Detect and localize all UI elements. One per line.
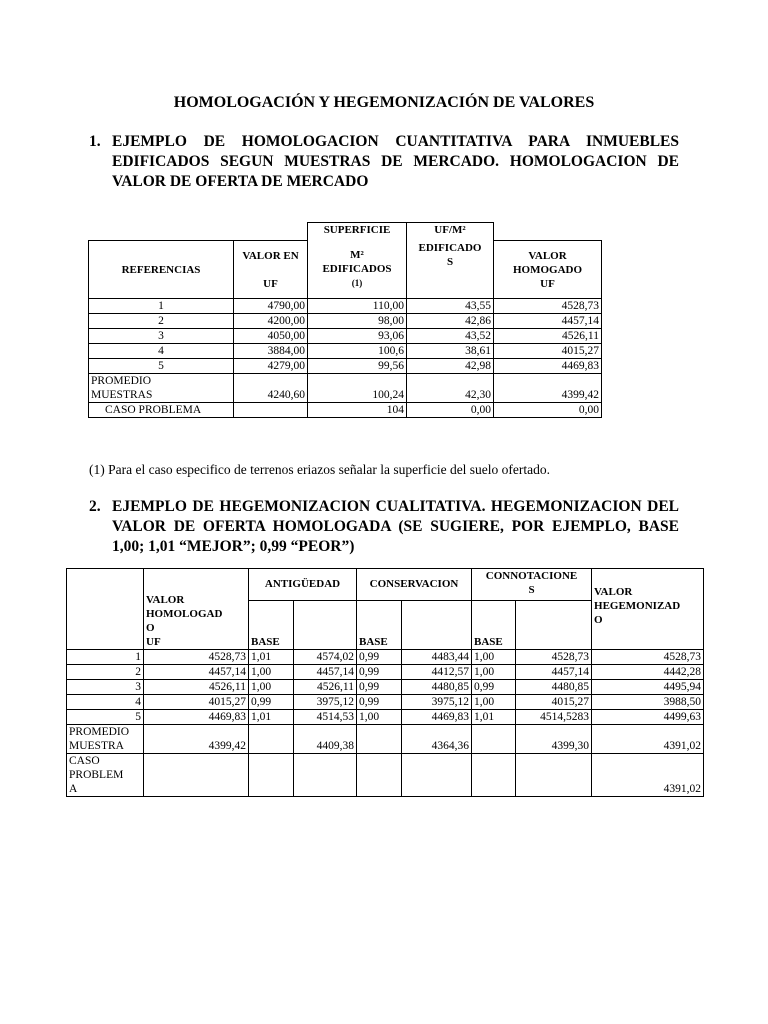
- section-1-heading: [89, 132, 679, 192]
- section-1-text: EJEMPLO DE HOMOLOGACION CUANTITATIVA PARA INMUEBLES EDIFICADOS SEGUN MUESTRAS DE MERCADO. HOMOLOGACION DE VALOR DE OFERTA DE MERCADO: [112, 133, 679, 190]
- table-row: 2 4200,00 98,00 42,86 4457,14: [89, 314, 602, 329]
- table-row: 5 4469,83 1,01 4514,53 1,00 4469,83 1,01 4514,5283 4499,63: [67, 710, 704, 725]
- header-superficie: SUPERFICIE: [308, 223, 407, 241]
- header-valor-hegemonizado: VALOR HEGEMONIZAD O: [592, 569, 704, 650]
- caso-problema-row: CASO PROBLEMA 104 0,00 0,00: [89, 403, 602, 418]
- footnote: (1) Para el caso especifico de terrenos eriazos señalar la superficie del suelo ofertado.: [89, 462, 551, 477]
- table-row: 5 4279,00 99,56 42,98 4469,83: [89, 359, 602, 374]
- promedio-row: PROMEDIO MUESTRA 4399,42 4409,38 4364,36 4399,30 4391,02: [67, 725, 704, 754]
- section-1-number: 1.: [89, 133, 101, 150]
- section-2-number: 2.: [89, 498, 101, 515]
- table-row: 1 4528,73 1,01 4574,02 0,99 4483,44 1,00 4528,73 4528,73: [67, 650, 704, 665]
- header-uf-m2: UF/M²: [407, 223, 494, 241]
- hegemonization-table: [66, 568, 704, 797]
- homologation-table: [88, 222, 602, 418]
- header-valor-en: VALOR EN UF: [234, 241, 308, 299]
- header-valor-homologado: VALOR HOMOLOGAD O UF: [144, 569, 249, 650]
- page-title: HOMOLOGACIÓN Y HEGEMONIZACIÓN DE VALORES: [173, 94, 595, 111]
- table-row: 1 4790,00 110,00 43,55 4528,73: [89, 299, 602, 314]
- caso-problema-row: CASO PROBLEM A 4391,02: [67, 754, 704, 797]
- header-referencias: REFERENCIAS: [89, 241, 234, 299]
- table-row: 3 4526,11 1,00 4526,11 0,99 4480,85 0,99 4480,85 4495,94: [67, 680, 704, 695]
- table-row: 4 4015,27 0,99 3975,12 0,99 3975,12 1,00 4015,27 3988,50: [67, 695, 704, 710]
- header-uf-m2-sub: EDIFICADO S: [407, 241, 494, 299]
- header-conservacion: CONSERVACION BASE: [357, 569, 472, 650]
- promedio-row: PROMEDIO MUESTRAS 4240,60 100,24 42,30 4399,42: [89, 374, 602, 403]
- table-row: 4 3884,00 100,6 38,61 4015,27: [89, 344, 602, 359]
- table-row: 2 4457,14 1,00 4457,14 0,99 4412,57 1,00 4457,14 4442,28: [67, 665, 704, 680]
- header-antiguedad: ANTIGÜEDAD BASE: [249, 569, 357, 650]
- table-row: 3 4050,00 93,06 43,52 4526,11: [89, 329, 602, 344]
- header-valor-homogado: VALOR HOMOGADO UF: [494, 241, 602, 299]
- section-2-text: EJEMPLO DE HEGEMONIZACION CUALITATIVA. HEGEMONIZACION DEL VALOR DE OFERTA HOMOLOGADA (SE SUGIERE, POR EJEMPLO, BASE 1,00; 1,01 “MEJOR”; 0,99 “PEOR”): [112, 498, 679, 555]
- section-2-heading: [89, 497, 679, 557]
- header-superficie-units: M² EDIFICADOS (1): [308, 241, 407, 299]
- header-connotaciones: CONNOTACIONE S BASE: [472, 569, 592, 650]
